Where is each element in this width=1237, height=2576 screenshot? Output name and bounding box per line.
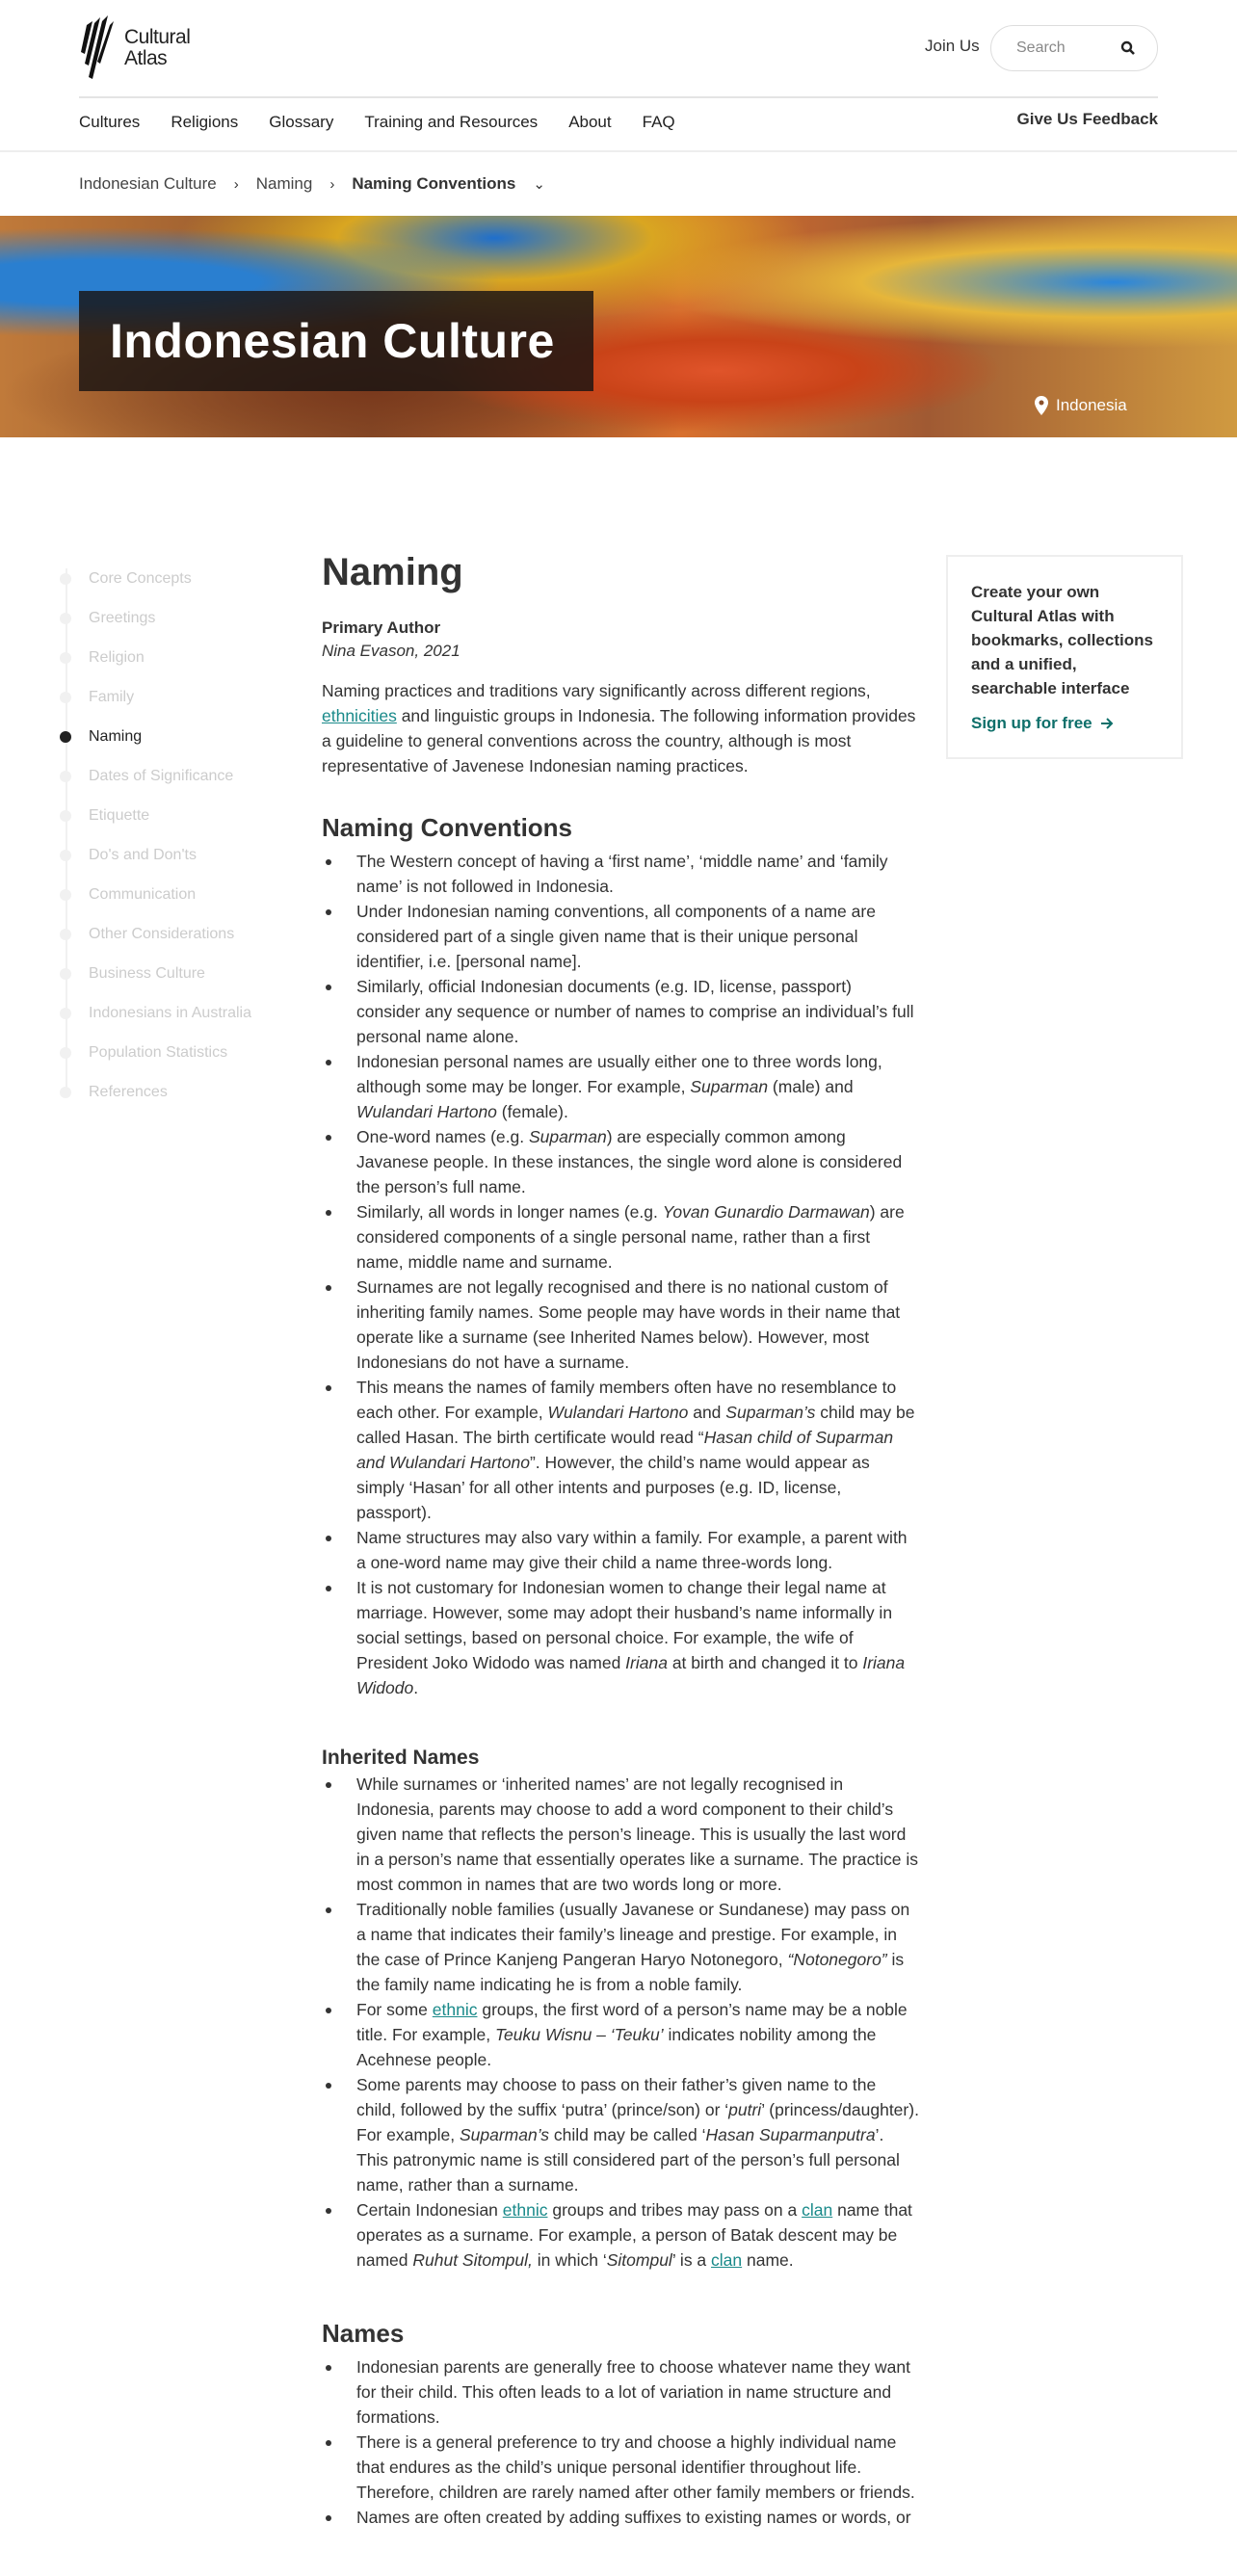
list-item xyxy=(322,1049,919,1124)
text-segment: child may be called ‘ xyxy=(549,2125,706,2144)
inline-link[interactable]: ethnic xyxy=(502,2200,548,2220)
list-item xyxy=(322,1897,919,1997)
chevron-right-icon: › xyxy=(233,175,239,193)
author-name: Nina Evason, 2021 xyxy=(322,642,461,660)
sidebar-item-label: Greetings xyxy=(89,609,156,626)
nav-training[interactable]: Training and Resources xyxy=(364,113,539,131)
text-segment: Under Indonesian naming conventions, all components of a name are considered part of a single given name that is their unique personal identifier, i.e. [personal name]. xyxy=(356,902,876,971)
text-segment: (female). xyxy=(496,1102,568,1121)
sidebar-item-label: Family xyxy=(89,688,135,705)
sidebar-item[interactable] xyxy=(60,559,291,598)
section-sidebar xyxy=(60,559,291,1112)
map-pin-icon xyxy=(1035,396,1048,415)
hero-title-box xyxy=(79,291,593,391)
sidebar-dot-icon xyxy=(60,573,71,585)
sidebar-item-label: Indonesians in Australia xyxy=(89,1004,251,1021)
sidebar-item-label: Communication xyxy=(89,885,197,903)
inline-link[interactable]: clan xyxy=(711,2250,743,2270)
hero-title: Indonesian Culture xyxy=(110,314,555,368)
sidebar-item[interactable] xyxy=(60,875,291,914)
list-item xyxy=(322,2072,919,2197)
sidebar-dot-icon xyxy=(60,850,71,861)
text-segment: ) are especially common among Javanese people. In these instances, the single word alone is considered the person’s full name. xyxy=(356,1127,903,1196)
list-item xyxy=(322,2197,919,2273)
text-segment: ’ is a xyxy=(671,2250,712,2270)
location-text: Indonesia xyxy=(1056,396,1127,414)
text-segment: There is a general preference to try and choose a highly individual name that endures as the child’s unique personal identifier throughout life. Therefore, children are rarely named after other family members or friends. xyxy=(356,2432,915,2502)
list-item xyxy=(322,1525,919,1575)
italic-text: “Notonegoro” xyxy=(787,1950,887,1969)
list-item xyxy=(322,1199,919,1275)
list-item xyxy=(322,1575,919,1700)
breadcrumb-current[interactable]: Naming Conventions xyxy=(352,174,516,193)
list-item xyxy=(322,849,919,899)
text-segment: at birth and changed it to xyxy=(667,1653,863,1672)
sidebar-item-label: Population Statistics xyxy=(89,1043,228,1061)
text-segment: ) are considered components of a single personal name, rather than a first name, middle name and surname. xyxy=(356,1202,905,1272)
site-header xyxy=(0,0,1237,96)
signup-link-label: Sign up for free xyxy=(971,714,1092,732)
sidebar-item[interactable] xyxy=(60,717,291,756)
text-segment: child may be called Hasan. The birth certificate would read “ xyxy=(356,1403,915,1447)
sidebar-dot-icon xyxy=(60,613,71,624)
nav-about[interactable]: About xyxy=(568,113,612,131)
chevron-down-icon[interactable]: ⌄ xyxy=(533,176,545,193)
sidebar-item-label: Do's and Don'ts xyxy=(89,846,197,863)
text-segment: . xyxy=(413,1678,419,1697)
text-segment: ”. However, the child’s name would appear as simply ‘Hasan’ for all other intents and purposes (e.g. ID, license, passport). xyxy=(356,1453,870,1522)
italic-text: Suparman xyxy=(690,1077,769,1096)
search-icon[interactable] xyxy=(1120,40,1136,56)
breadcrumb xyxy=(0,152,1237,216)
text-segment: and linguistic groups in Indonesia. The following information provides a guideline to general conventions across the country, although is most representative of Javenese Indonesian naming practices. xyxy=(322,706,916,775)
sidebar-item-label: References xyxy=(89,1083,168,1100)
breadcrumb-naming[interactable]: Naming xyxy=(255,174,313,193)
text-segment: For some xyxy=(356,2000,433,2019)
italic-text: Hasan child of Suparman and Wulandari Hartono xyxy=(356,1428,894,1472)
text-segment: ’ (princess/daughter). For example, xyxy=(356,2100,919,2144)
text-segment: One-word names (e.g. xyxy=(356,1127,529,1146)
sidebar-dot-icon xyxy=(60,1047,71,1059)
sidebar-item[interactable] xyxy=(60,954,291,993)
list-item xyxy=(322,1772,919,1897)
section-heading: Inherited Names xyxy=(322,1747,480,1769)
italic-text: Sitompul xyxy=(606,2250,672,2270)
sidebar-item[interactable] xyxy=(60,638,291,677)
sidebar-dot-icon xyxy=(60,692,71,703)
text-segment: Surnames are not legally recognised and there is no national custom of inheriting family names. Some people may have words in their name that operate like a surname (see Inherited Names below). However, most Indonesians do not have a surname. xyxy=(356,1277,901,1372)
sidebar-dot-icon xyxy=(60,771,71,782)
feedback-link[interactable]: Give Us Feedback xyxy=(1016,110,1158,128)
sidebar-dot-icon xyxy=(60,1008,71,1019)
list-item xyxy=(322,1375,919,1525)
text-segment: ’. This patronymic name is still considered part of the person’s full personal name, rather than a surname. xyxy=(356,2125,900,2195)
sidebar-item-label: Naming xyxy=(89,727,143,745)
chevron-right-icon: › xyxy=(329,175,335,193)
text-segment: indicates nobility among the Acehnese people. xyxy=(356,2025,877,2069)
list-item xyxy=(322,1275,919,1375)
text-segment: Similarly, all words in longer names (e.g. xyxy=(356,1202,663,1222)
list-item xyxy=(322,1997,919,2072)
text-segment: While surnames or ‘inherited names’ are not legally recognised in Indonesia, parents may choose to add a word component to their child’s given name that reflects the person’s lineage. This is usually the last word in a person’s name that essentially operates like a surname. The practice is most common in names that are two words long or more. xyxy=(356,1774,918,1894)
text-segment: Some parents may choose to pass on their father’s given name to the child, followed by the suffix ‘putra’ (prince/son) or ‘ xyxy=(356,2075,877,2119)
text-segment: name. xyxy=(742,2250,794,2270)
nav-religions[interactable]: Religions xyxy=(171,113,239,131)
inline-link[interactable]: ethnicities xyxy=(322,706,397,725)
sidebar-dot-icon xyxy=(60,929,71,940)
signup-card xyxy=(946,555,1183,759)
sidebar-item[interactable] xyxy=(60,598,291,638)
italic-text: Suparman’s xyxy=(725,1403,816,1422)
sidebar-item[interactable] xyxy=(60,1033,291,1072)
article xyxy=(322,551,919,2576)
logo-text: Cultural Atlas xyxy=(124,26,191,69)
sidebar-item[interactable] xyxy=(60,756,291,796)
italic-text: Suparman xyxy=(528,1127,607,1146)
text-segment: Indonesian personal names are usually either one to three words long, although some may be longer. For example, xyxy=(356,1052,882,1096)
search-input[interactable] xyxy=(1016,39,1113,57)
text-segment: in which ‘ xyxy=(532,2250,607,2270)
sidebar-dot-icon xyxy=(60,1087,71,1098)
author-label: Primary Author xyxy=(322,618,441,637)
text-segment: Name structures may also vary within a family. For example, a parent with a one-word name may give their child a name three-words long. xyxy=(356,1528,908,1572)
text-segment: Indonesian parents are generally free to choose whatever name they want for their child. This often leads to a lot of variation in name structure and formations. xyxy=(356,2357,910,2427)
list-item xyxy=(322,2354,919,2430)
bullet-list xyxy=(322,849,919,1700)
inline-link[interactable]: clan xyxy=(802,2200,833,2220)
text-segment: groups and tribes may pass on a xyxy=(547,2200,803,2220)
list-item xyxy=(322,2430,919,2505)
signup-link[interactable] xyxy=(971,714,1158,733)
sidebar-item[interactable] xyxy=(60,835,291,875)
text-segment: This means the names of family members often have no resemblance to each other. For example, xyxy=(356,1378,897,1422)
sidebar-item[interactable] xyxy=(60,993,291,1033)
sidebar-item-label: Dates of Significance xyxy=(89,767,234,784)
italic-text: Iriana xyxy=(625,1653,668,1672)
italic-text: Wulandari Hartono xyxy=(547,1403,689,1422)
text-segment: and xyxy=(688,1403,726,1422)
text-segment: (male) and xyxy=(768,1077,854,1096)
sidebar-item-label: Etiquette xyxy=(89,806,150,824)
text-segment: is the family name indicating he is from a noble family. xyxy=(356,1950,905,1994)
bullet-list xyxy=(322,1772,919,2273)
sidebar-dot-icon xyxy=(60,652,71,664)
text-segment: groups, the first word of a person’s name may be a noble title. For example, xyxy=(356,2000,908,2044)
text-segment: Naming practices and traditions vary significantly across different regions, xyxy=(322,681,871,700)
sidebar-dot-icon xyxy=(60,889,71,901)
sidebar-item-label: Business Culture xyxy=(89,964,205,982)
list-item xyxy=(322,899,919,974)
sidebar-item[interactable] xyxy=(60,1072,291,1112)
text-segment: The Western concept of having a ‘first name’, ‘middle name’ and ‘family name’ is not followed in Indonesia. xyxy=(356,852,888,896)
sidebar-item[interactable] xyxy=(60,914,291,954)
text-segment: Traditionally noble families (usually Javanese or Sundanese) may pass on a name that indicates their family’s lineage and prestige. For example, in the case of Prince Kanjeng Pangeran Haryo Notonegoro, xyxy=(356,1900,910,1969)
text-segment: Names are often created by adding suffixes to existing names or words, or xyxy=(356,2508,911,2527)
text-segment: Certain Indonesian xyxy=(356,2200,503,2220)
list-item xyxy=(322,1124,919,1199)
page-title: Naming xyxy=(322,551,463,593)
bullet-list xyxy=(322,2354,919,2530)
section-heading: Names xyxy=(322,2319,405,2348)
hero-banner xyxy=(0,216,1237,437)
breadcrumb-culture[interactable]: Indonesian Culture xyxy=(79,174,217,193)
sidebar-dot-icon xyxy=(60,810,71,822)
italic-text: Yovan Gunardio Darmawan xyxy=(662,1202,870,1222)
italic-text: Teuku Wisnu – ‘Teuku’ xyxy=(494,2025,664,2044)
nav-faq[interactable]: FAQ xyxy=(642,113,675,131)
list-item xyxy=(322,974,919,1049)
sidebar-dot-icon xyxy=(60,968,71,980)
sidebar-item-label: Religion xyxy=(89,648,145,666)
italic-text: Wulandari Hartono xyxy=(356,1102,497,1121)
intro-paragraph xyxy=(322,678,919,778)
nav-cultures[interactable]: Cultures xyxy=(79,113,141,131)
sidebar-item-label: Core Concepts xyxy=(89,569,192,587)
inline-link[interactable]: ethnic xyxy=(432,2000,478,2019)
sidebar-dot-icon xyxy=(60,731,71,743)
signup-text: Create your own Cultural Atlas with bookmarks, collections and a unified, searchable interface xyxy=(971,583,1153,697)
sidebar-item[interactable] xyxy=(60,677,291,717)
main-nav xyxy=(0,96,1237,150)
sidebar-item[interactable] xyxy=(60,796,291,835)
section-heading: Naming Conventions xyxy=(322,813,573,842)
arrow-right-icon xyxy=(1100,717,1114,730)
italic-text: Ruhut Sitompul, xyxy=(412,2250,533,2270)
italic-text: putri xyxy=(728,2100,762,2119)
italic-text: Hasan Suparmanputra xyxy=(705,2125,876,2144)
list-item xyxy=(322,2505,919,2530)
sidebar-item-label: Other Considerations xyxy=(89,925,235,942)
join-us-link[interactable]: Join Us xyxy=(925,37,980,55)
italic-text: Iriana Widodo xyxy=(356,1653,906,1697)
logo-icon xyxy=(79,15,121,81)
italic-text: Suparman’s xyxy=(459,2125,550,2144)
search-box[interactable] xyxy=(990,25,1158,71)
text-segment: Similarly, official Indonesian documents (e.g. ID, license, passport) consider any sequence or number of names to comprise an individual’s full personal name alone. xyxy=(356,977,914,1046)
nav-glossary[interactable]: Glossary xyxy=(269,113,334,131)
text-segment: name that operates as a surname. For example, a person of Batak descent may be named xyxy=(356,2200,912,2270)
text-segment: It is not customary for Indonesian women to change their legal name at marriage. However, some may adopt their husband’s name informally in social settings, based on personal choice. For example, the wife of President Joko Widodo was named xyxy=(356,1578,893,1672)
location-label xyxy=(1035,396,1127,415)
logo[interactable] xyxy=(79,15,190,81)
